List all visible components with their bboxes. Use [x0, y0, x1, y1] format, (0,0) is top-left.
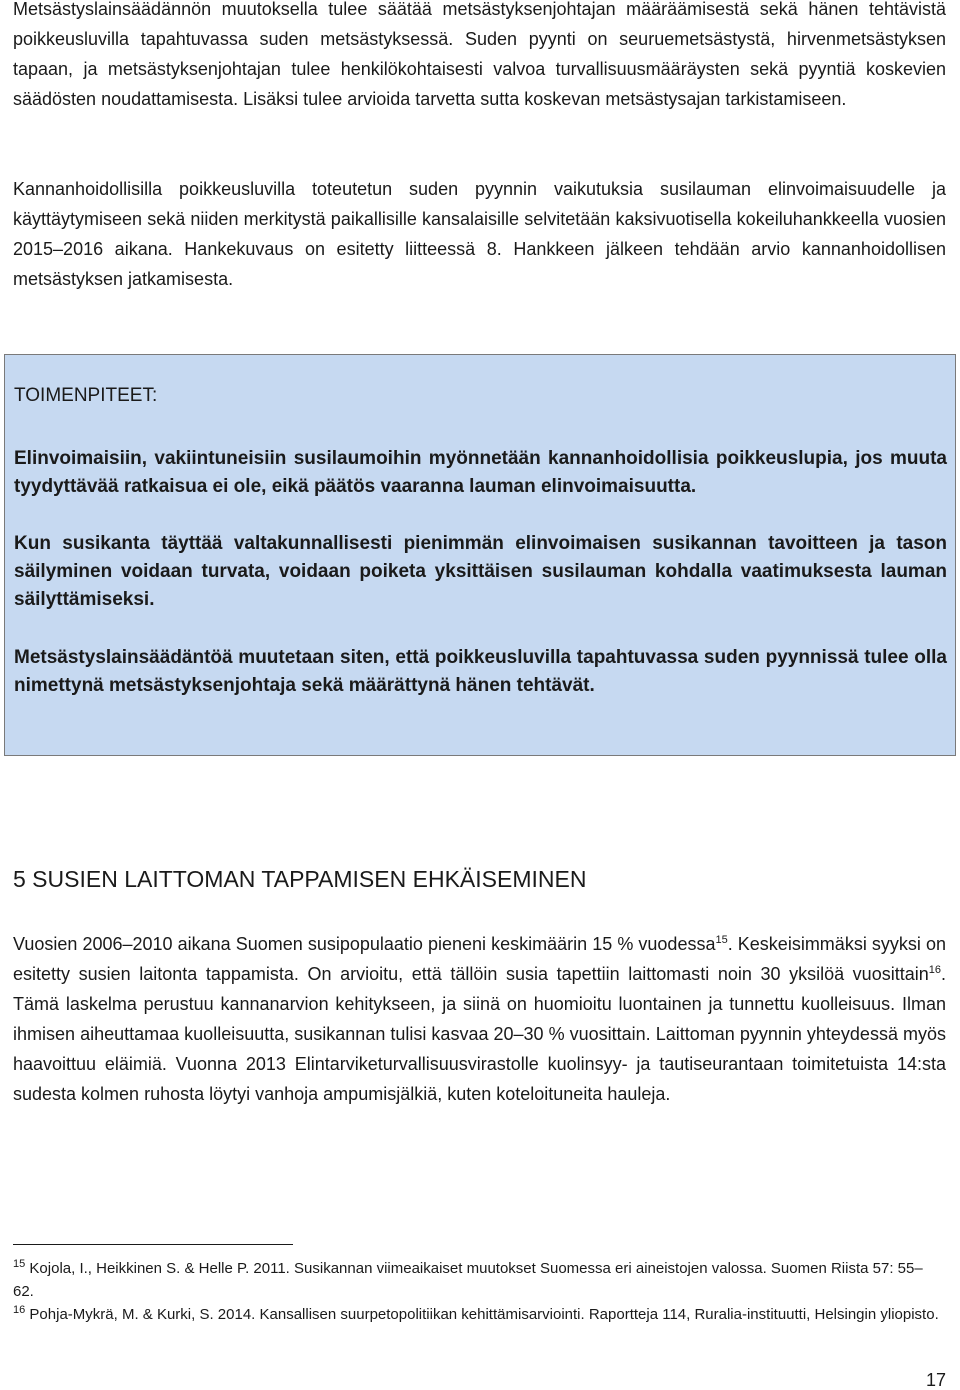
section-text-b: . Keskeisimmäksi syyksi on esitetty susien laitonta tappamista. On arvioitu, että tällöin susia tapettiin laittomasti noin 30 yksilöä vuosittain: [13, 934, 946, 984]
measures-box: [4, 354, 956, 756]
footnote-text: Kojola, I., Heikkinen S. & Helle P. 2011. Susikannan viimeaikaiset muutokset Suomessa eri aineistojen valossa. Suomen Riista 57: 55–62.: [13, 1260, 923, 1300]
section-text-c: . Tämä laskelma perustuu kannanarvion kehitykseen, ja siinä on huomioitu luontainen ja tunnettu kuolleisuus. Ilman ihmisen aiheuttamaa kuolleisuutta, susikannan tulisi kasvaa 20–30 % vuosittain. Laittoman pyynnin yhteydessä myös haavoittuu eläimiä. Vuonna 2013 Elintarviketurvallisuusvirastolle kuolinsyy- ja tautiseurantaan toimitetuista 14:sta sudesta kolmen ruhosta löytyi vanhoja ampumisjälkiä, kuten koteloituneita hauleja.: [13, 964, 946, 1104]
footnote-divider: [13, 1244, 293, 1245]
page-number: 17: [925, 1370, 946, 1390]
measures-title: TOIMENPITEET:: [14, 385, 158, 406]
section-heading: 5 SUSIEN LAITTOMAN TAPPAMISEN EHKÄISEMINEN: [13, 866, 587, 892]
section-text-a: Vuosien 2006–2010 aikana Suomen susipopulaatio pieneni keskimäärin 15 % vuodessa: [13, 934, 716, 954]
footnote-text: Pohja-Mykrä, M. & Kurki, S. 2014. Kansallisen suurpetopolitiikan kehittämisarviointi. Raportteja 114, Ruralia-instituutti, Helsingin yliopisto.: [29, 1306, 939, 1323]
footnote-number: 16: [13, 1304, 26, 1316]
paragraph-hunting-leader: Metsästyslainsäädännön muutoksella tulee säätää metsästyksenjohtajan määräämisestä sekä hänen tehtävistä poikkeusluvilla tapahtuvassa suden metsästyksessä. Suden pyynti on seuruemetsästystä, hirvenmetsästyksen tapaan, ja metsästyksenjohtajan tulee henkilökohtaisesti valvoa turvallisuusmääräysten sekä pyyntiä koskevien säädösten noudattamisesta. Lisäksi tulee arvioida tarvetta sutta koskevan metsästysajan tarkistamiseen.: [13, 0, 946, 109]
paragraph-illegal-killing: [13, 929, 946, 1109]
measure-item-1: Elinvoimaisiin, vakiintuneisiin susilaumoihin myönnetään kannanhoidollisia poikkeuslupia, jos muuta tyydyttävää ratkaisua ei ole, eikä päätös vaaranna lauman elinvoimaisuutta.: [14, 448, 947, 497]
footnote-ref-16[interactable]: 16: [928, 964, 941, 976]
paragraph-pilot-project: Kannanhoidollisilla poikkeusluvilla toteutetun suden pyynnin vaikutuksia susilauman elinvoimaisuudelle ja käyttäytymiseen sekä niiden merkitystä paikallisille kansalaisille selvitetään kaksivuotisella kokeiluhankkeella vuosien 2015–2016 aikana. Hankekuvaus on esitetty liitteessä 8. Hankkeen jälkeen tehdään arvio kannanhoidollisen metsästyksen jatkamisesta.: [13, 179, 946, 289]
measure-item-3: Metsästyslainsäädäntöä muutetaan siten, että poikkeusluvilla tapahtuvassa suden pyynnissä tulee olla nimettynä metsästyksenjohtaja sekä määrättynä hänen tehtävät.: [14, 647, 947, 696]
footnote-ref-15[interactable]: 15: [715, 934, 728, 946]
footnote-15: [13, 1257, 943, 1303]
footnote-16: [13, 1303, 943, 1326]
footnote-number: 15: [13, 1258, 26, 1270]
measure-item-2: Kun susikanta täyttää valtakunnallisesti pienimmän elinvoimaisen susikannan tavoitteen ja tason säilyminen voidaan turvata, voidaan poiketa yksittäisen susilauman kohdalla vaatimuksesta lauman säilyttämiseksi.: [14, 533, 947, 610]
